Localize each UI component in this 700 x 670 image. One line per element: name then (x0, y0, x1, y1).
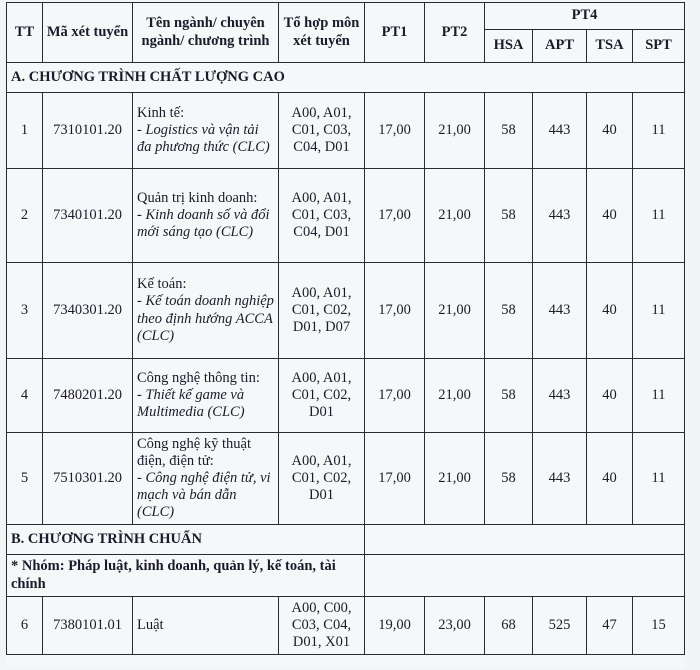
row-number: 1 (7, 93, 43, 169)
score-pt1: 17,00 (365, 359, 425, 433)
subject-combination: A00, A01, C01, C03, C04, D01 (279, 93, 365, 169)
header-pt2: PT2 (425, 3, 485, 63)
header-spt: SPT (633, 30, 685, 63)
score-hsa: 58 (485, 169, 533, 263)
header-hsa: HSA (485, 30, 533, 63)
score-apt: 443 (533, 169, 587, 263)
major-title: Công nghệ thông tin: (137, 369, 260, 386)
major-title: Quản trị kinh doanh: (137, 189, 258, 206)
major-name-cell (133, 93, 279, 169)
section-a-title: A. CHƯƠNG TRÌNH CHẤT LƯỢNG CAO (7, 63, 685, 93)
table-row (7, 359, 685, 433)
table-row (7, 93, 685, 169)
score-pt2: 21,00 (425, 169, 485, 263)
section-b-empty (365, 525, 685, 555)
score-hsa: 58 (485, 359, 533, 433)
score-hsa: 58 (485, 433, 533, 525)
score-tsa: 40 (587, 433, 633, 525)
score-tsa: 47 (587, 597, 633, 655)
score-tsa: 40 (587, 359, 633, 433)
score-apt: 443 (533, 93, 587, 169)
score-spt: 11 (633, 169, 685, 263)
subject-combination: A00, C00, C03, C04, D01, X01 (279, 597, 365, 655)
table-row (7, 263, 685, 359)
header-combo: Tổ hợp môn xét tuyển (279, 3, 365, 63)
specialization: - Logistics và vận tải đa phương thức (CLC) (137, 121, 270, 156)
score-pt2: 21,00 (425, 263, 485, 359)
header-name: Tên ngành/ chuyên ngành/ chương trình (133, 3, 279, 63)
major-name-cell (133, 433, 279, 525)
score-pt2: 21,00 (425, 93, 485, 169)
header-code: Mã xét tuyển (43, 3, 133, 63)
section-row-b (7, 525, 685, 555)
admission-code: 7380101.01 (43, 597, 133, 655)
admission-code: 7510301.20 (43, 433, 133, 525)
header-tt: TT (7, 3, 43, 63)
major-name-cell (133, 263, 279, 359)
score-hsa: 58 (485, 263, 533, 359)
score-apt: 443 (533, 263, 587, 359)
major-name-cell (133, 597, 279, 655)
group-row (7, 555, 685, 597)
subject-combination: A00, A01, C01, C02, D01 (279, 433, 365, 525)
major-title: Công nghệ kỹ thuật điện, điện tử: (137, 435, 251, 469)
score-apt: 443 (533, 433, 587, 525)
section-row-a (7, 63, 685, 93)
score-hsa: 58 (485, 93, 533, 169)
subject-combination: A00, A01, C01, C02, D01, D07 (279, 263, 365, 359)
major-name-cell (133, 359, 279, 433)
score-spt: 11 (633, 433, 685, 525)
score-hsa: 68 (485, 597, 533, 655)
major-title: Luật (137, 616, 164, 633)
score-pt2: 23,00 (425, 597, 485, 655)
score-pt1: 17,00 (365, 169, 425, 263)
score-tsa: 40 (587, 93, 633, 169)
major-title: Kinh tế: (137, 104, 185, 121)
score-pt1: 17,00 (365, 263, 425, 359)
admission-code: 7310101.20 (43, 93, 133, 169)
table-row (7, 597, 685, 655)
admission-code: 7340101.20 (43, 169, 133, 263)
major-title: Kế toán: (137, 276, 187, 293)
group-b-title: * Nhóm: Pháp luật, kinh doanh, quản lý, kế toán, tài chính (7, 555, 365, 597)
header-pt1: PT1 (365, 3, 425, 63)
header-tsa: TSA (587, 30, 633, 63)
specialization: - Công nghệ điện tử, vi mạch và bán dẫn (CLC) (137, 469, 271, 521)
score-spt: 11 (633, 93, 685, 169)
score-pt2: 21,00 (425, 433, 485, 525)
header-pt4: PT4 (485, 3, 685, 30)
score-pt1: 19,00 (365, 597, 425, 655)
score-pt1: 17,00 (365, 433, 425, 525)
header-apt: APT (533, 30, 587, 63)
admission-score-table-page (6, 2, 684, 668)
specialization: - Kinh doanh số và đổi mới sáng tạo (CLC) (137, 206, 270, 241)
row-number: 4 (7, 359, 43, 433)
subject-combination: A00, A01, C01, C03, C04, D01 (279, 169, 365, 263)
table-row (7, 169, 685, 263)
score-pt1: 17,00 (365, 93, 425, 169)
score-tsa: 40 (587, 169, 633, 263)
admission-code: 7480201.20 (43, 359, 133, 433)
admission-code: 7340301.20 (43, 263, 133, 359)
specialization: - Kế toán doanh nghiệp theo định hướng ACCA (CLC) (137, 293, 274, 344)
score-tsa: 40 (587, 263, 633, 359)
score-apt: 525 (533, 597, 587, 655)
table-row (7, 433, 685, 525)
group-b-empty (365, 555, 685, 597)
section-b-title: B. CHƯƠNG TRÌNH CHUẨN (7, 525, 365, 555)
row-number: 2 (7, 169, 43, 263)
row-number: 6 (7, 597, 43, 655)
row-number: 3 (7, 263, 43, 359)
header-row-1 (7, 3, 685, 30)
major-name-cell (133, 169, 279, 263)
admission-score-table (6, 2, 685, 655)
specialization: - Thiết kế game và Multimedia (CLC) (137, 386, 245, 421)
score-apt: 443 (533, 359, 587, 433)
score-spt: 11 (633, 263, 685, 359)
subject-combination: A00, A01, C01, C02, D01 (279, 359, 365, 433)
score-spt: 15 (633, 597, 685, 655)
score-spt: 11 (633, 359, 685, 433)
row-number: 5 (7, 433, 43, 525)
score-pt2: 21,00 (425, 359, 485, 433)
